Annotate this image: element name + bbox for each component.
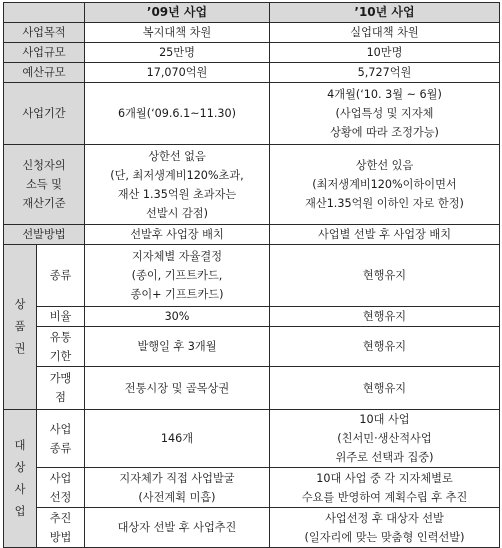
comparison-table [3,2,500,548]
eligibility-2009-line: 재산 1.35억원 초과자는 [117,187,237,201]
scale-2010: 10만명 [270,43,500,63]
label-target-types-line: 사업 [49,422,72,436]
target-execution-2010-line: 사업선정 후 대상자 선발 [325,511,444,525]
target-types-2010 [270,410,500,468]
label-target-selection-line: 사업 [49,471,72,485]
scale-2009: 25만명 [85,43,270,63]
voucher-validity-2009: 발행일 후 3개월 [85,327,270,367]
period-2010-line: (사업특성 및 지자체 [335,107,434,120]
target-execution-2010-line: (일자리에 맞는 맞춤형 인력선발) [304,530,465,544]
label-period: 사업기간 [4,83,85,145]
target-selection-2009-line: (사전계획 미흡) [138,490,216,504]
target-selection-2009-line: 지자체가 직접 사업발굴 [119,471,235,485]
target-types-2010-line: (친서민·생산적사업 [337,432,432,445]
voucher-merchants-2010: 현행유지 [270,367,500,410]
row-eligibility [4,145,500,225]
row-voucher-type [4,245,500,307]
target-selection-2010-line: 10대 사업 중 각 지자체별로 [316,471,453,485]
period-2010-line: 4개월(‘10. 3월 ~ 6월) [327,88,442,101]
target-group-char: 업 [14,504,26,518]
voucher-group-char: 상 [14,298,26,311]
header-2010: ’10년 사업 [270,3,500,23]
header-2009: ’09년 사업 [85,3,270,23]
target-types-2010-line: 위주로 선택과 집중) [335,451,434,464]
period-2010-line: 상황에 따라 조정가능) [330,126,439,139]
period-2010 [270,83,500,145]
label-voucher-type: 종류 [37,245,85,307]
row-budget [4,63,500,83]
target-selection-2010-line: 수요를 반영하여 계획수립 후 추진 [301,490,468,504]
row-voucher-validity [4,327,500,367]
voucher-ratio-2009: 30% [85,307,270,327]
budget-2009: 17,070억원 [85,63,270,83]
label-scale: 사업규모 [4,43,85,63]
target-execution-2010 [270,508,500,548]
row-target-selection [4,468,500,508]
voucher-type-2009-line: 종이+ 기프트카드) [130,288,224,301]
voucher-group-char: 권 [14,342,26,355]
label-target-execution [37,508,85,548]
label-target-execution-line: 추진 [49,511,72,525]
target-group-char: 사 [14,482,26,496]
label-voucher-validity [37,327,85,367]
row-selection [4,225,500,245]
label-target-types [37,410,85,468]
row-target-types [4,410,500,468]
label-target-execution-line: 방법 [49,530,72,544]
eligibility-2010-line: (최저생계비120%이하이면서 [312,178,457,191]
label-merchants-line: 가맹 [49,372,72,385]
label-voucher-group [4,245,37,410]
label-eligibility-line: 신청자의 [22,159,66,172]
label-purpose: 사업목적 [4,23,85,43]
purpose-2010: 실업대책 차원 [270,23,500,43]
target-group-char: 상 [14,460,26,474]
target-types-2010-line: 10대 사업 [359,413,410,426]
eligibility-2009-line: 상한선 없음 [148,149,206,163]
voucher-type-2009-line: (종이, 기프트카드, [131,269,223,282]
period-2009: 6개월(‘09.6.1~11.30) [85,83,270,145]
label-target-types-line: 종류 [49,441,72,455]
voucher-type-2010: 현행유지 [270,245,500,307]
eligibility-2009-line: 선발시 감점) [146,206,208,220]
eligibility-2009-line: (단, 최저생계비120%초과, [110,168,244,182]
budget-2010: 5,727억원 [270,63,500,83]
target-execution-2009: 대상자 선발 후 사업추진 [85,508,270,548]
purpose-2009: 복지대책 차원 [85,23,270,43]
voucher-ratio-2010: 현행유지 [270,307,500,327]
label-selection: 선발방법 [4,225,85,245]
row-voucher-ratio [4,307,500,327]
header-row [4,3,500,23]
target-selection-2009 [85,468,270,508]
label-voucher-ratio: 비율 [37,307,85,327]
label-voucher-merchants [37,367,85,410]
header-corner-cell [4,3,85,23]
label-eligibility-line: 소득 및 [26,178,62,191]
row-scale [4,43,500,63]
row-period [4,83,500,145]
row-target-execution [4,508,500,548]
voucher-merchants-2009: 전통시장 및 골목상권 [85,367,270,410]
selection-2009: 선발후 사업장 배치 [85,225,270,245]
voucher-validity-2010: 현행유지 [270,327,500,367]
row-voucher-merchants [4,367,500,410]
voucher-group-char: 품 [14,320,26,333]
label-target-selection-line: 선정 [49,490,72,504]
voucher-type-2009 [85,245,270,307]
label-merchants-line: 점 [55,391,66,404]
row-purpose [4,23,500,43]
target-group-char: 대 [14,438,26,452]
target-selection-2010 [270,468,500,508]
label-eligibility-line: 재산기준 [22,197,66,210]
label-budget: 예산규모 [4,63,85,83]
target-types-2009: 146개 [85,410,270,468]
selection-2010: 사업별 선발 후 사업장 배치 [270,225,500,245]
label-target-selection [37,468,85,508]
eligibility-2010-line: 상한선 있음 [355,159,414,172]
label-target-group [4,410,37,548]
eligibility-2009 [85,145,270,225]
label-validity-line: 유통 [49,330,72,344]
eligibility-2010 [270,145,500,225]
label-validity-line: 기한 [49,349,72,363]
eligibility-2010-line: 재산1.35억원 이하인 자로 한정) [305,197,464,210]
label-eligibility [4,145,85,225]
voucher-type-2009-line: 지자체별 자율결정 [131,250,222,263]
